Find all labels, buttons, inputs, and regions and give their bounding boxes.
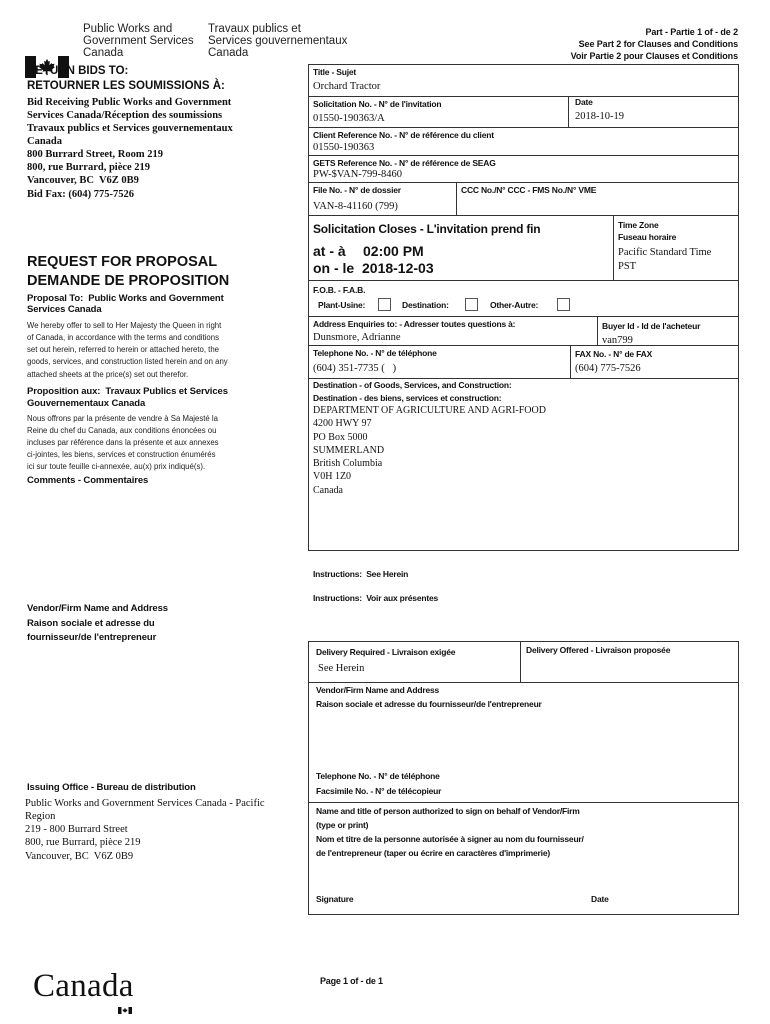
instructions-en: Instructions: See Herein [313,568,409,579]
return-address-line: Vancouver, BC V6Z 0B9 [27,174,139,186]
issuing-office-address-line: Public Works and Government Services Canada - Pacific [25,797,265,809]
delivery-required-value: See Herein [318,662,365,674]
telephone-label: Telephone No. - N° de téléphone [313,347,437,358]
vendor-name-label-en: Vendor/Firm Name and Address [316,684,440,695]
title-value: Orchard Tractor [313,80,381,92]
closing-date-value: 2018-12-03 [362,260,434,276]
client-ref-value: 01550-190363 [313,141,375,153]
solicitation-no-label: Solicitation No. - N° de l'invitation [313,98,442,109]
destination-line: British Columbia [313,458,383,469]
instructions-fr: Instructions: Voir aux présentes [313,592,439,603]
comments-label: Comments - Commentaires [27,475,149,486]
ccc-no-label: CCC No./N° CCC - FMS No./N° VME [461,184,597,195]
date-label: Date [575,96,593,107]
solicitation-closes-label: Solicitation Closes - L'invitation prend fin [313,222,541,236]
destination-line: Canada [313,485,343,496]
dept-name-en-line: Canada [83,46,124,59]
row-divider [308,316,739,317]
enquiries-label: Address Enquiries to: - Adresser toutes questions à: [313,318,516,329]
canada-wordmark: Canada [33,968,134,1004]
signature-label: Signature [316,893,354,904]
proposal-to-line: Proposal To: Public Works and Government [27,293,224,304]
return-bids-title-fr: RETOURNER LES SOUMISSIONS À: [27,80,225,92]
return-address-line: 800 Burrard Street, Room 219 [27,148,163,160]
offer-text-fr-line: Reine du chef du Canada, aux conditions énoncées ou [27,426,217,435]
cell-divider [570,345,571,378]
proposition-aux-line: Gouvernementaux Canada [27,398,146,409]
fax-value: (604) 775-7526 [575,362,641,374]
canada-wordmark-flag-icon [118,975,136,1024]
cell-divider [456,182,457,215]
fob-destination-label: Destination: [402,299,449,310]
dept-name-en-line: Government Services [83,34,194,47]
return-address-line: Bid Receiving Public Works and Government [27,96,232,108]
see-part-note-fr: Voir Partie 2 pour Clauses et Conditions [570,50,738,61]
row-divider [308,378,739,379]
row-divider [308,155,739,156]
fob-plant-label: Plant-Usine: [318,299,366,310]
part-indicator: Part - Partie 1 of - de 2 [645,26,738,37]
offer-text-en-line: We hereby offer to sell to Her Majesty the Queen in right [27,321,222,330]
gets-ref-value: PW-$VAN-799-8460 [313,168,403,180]
buyer-id-value: van799 [602,334,633,346]
vendor-telephone-label: Telephone No. - N° de téléphone [316,770,440,781]
page-number: Page 1 of - de 1 [320,975,383,986]
destination-label-en: Destination - of Goods, Services, and Construction: [313,379,512,390]
row-divider [308,682,739,683]
date-value: 2018-10-19 [575,110,624,122]
cell-divider [520,641,521,682]
closing-time-value: 02:00 PM [363,243,424,259]
cell-divider [597,316,598,345]
row-divider [308,802,739,803]
issuing-office-address-line: 219 - 800 Burrard Street [25,823,128,835]
title-label: Title - Sujet [313,66,357,77]
file-no-label: File No. - N° de dossier [313,184,401,195]
document-title-fr: DEMANDE DE PROPOSITION [27,272,230,289]
vendor-facsimile-label: Facsimile No. - N° de télécopieur [316,785,442,796]
telephone-value: (604) 351-7735 ( ) [313,362,397,374]
vendor-left-label: Vendor/Firm Name and Address [27,603,168,614]
dept-name-fr-line: Travaux publics et [208,22,301,35]
destination-line: V0H 1Z0 [313,471,352,482]
fob-plant-checkbox[interactable] [378,298,391,311]
offer-text-fr-line: ci-jointes, les biens, services et construction énumérés [27,450,216,459]
fob-label: F.O.B. - F.A.B. [313,284,366,295]
destination-line: DEPARTMENT OF AGRICULTURE AND AGRI-FOOD [313,405,546,416]
solicitation-no-value: 01550-190363/A [313,112,385,124]
offer-text-en-line: goods, services, and construction listed herein and on any [27,357,228,366]
gets-ref-label: GETS Reference No. - N° de référence de SEAG [313,157,496,168]
offer-text-en-line: attached sheets at the price(s) set out therefor. [27,370,189,379]
vendor-name-label-fr: Raison sociale et adresse du fournisseur/de l'entrepreneur [316,698,542,709]
fob-other-label: Other-Autre: [490,299,539,310]
return-address-line: Travaux publics et Services gouvernementaux [27,122,233,134]
fax-label: FAX No. - N° de FAX [575,348,653,359]
closing-at-label: at - à [313,243,346,259]
issuing-office-address-line: 800, rue Burrard, pièce 219 [25,836,141,848]
signer-label-line: de l'entrepreneur (taper ou écrire en caractères d'imprimerie) [316,847,550,858]
signer-label-line: Nom et titre de la personne autorisée à signer au nom du fournisseur/ [316,833,584,844]
destination-line: SUMMERLAND [313,445,385,456]
cell-divider [568,96,569,127]
dept-name-fr-line: Services gouvernementaux [208,34,348,47]
fob-destination-checkbox[interactable] [465,298,478,311]
offer-text-fr-line: Nous offrons par la présente de vendre à Sa Majesté la [27,414,218,423]
row-divider [308,182,739,183]
offer-text-en-line: set out herein, referred to herein or attached hereto, the [27,345,220,354]
dept-name-en-line: Public Works and [83,22,173,35]
bid-fax-line: Bid Fax: (604) 775-7526 [27,188,135,200]
document-title-en: REQUEST FOR PROPOSAL [27,253,218,270]
buyer-id-label: Buyer Id - Id de l'acheteur [602,320,701,331]
delivery-required-label: Delivery Required - Livraison exigée [316,646,456,657]
row-divider [308,215,739,216]
return-address-line: Canada [27,135,63,147]
proposition-aux-line: Proposition aux: Travaux Publics et Services [27,386,228,397]
see-part-note-en: See Part 2 for Clauses and Conditions [578,38,738,49]
row-divider [308,127,739,128]
signer-label-line: (type or print) [316,819,369,830]
delivery-offered-label: Delivery Offered - Livraison proposée [526,644,671,655]
signer-label-line: Name and title of person authorized to sign on behalf of Vendor/Firm [316,805,580,816]
proposal-to-line: Services Canada [27,304,102,315]
issuing-office-address-line: Vancouver, BC V6Z 0B9 [25,850,134,862]
time-zone-abbr: PST [618,260,637,272]
cell-divider [613,215,614,280]
enquiries-value: Dunsmore, Adrianne [313,331,401,343]
destination-line: PO Box 5000 [313,432,368,443]
issuing-office-address-line: Region [25,810,56,822]
time-zone-value: Pacific Standard Time [618,246,712,258]
client-ref-label: Client Reference No. - N° de référence du client [313,129,494,140]
time-zone-label-en: Time Zone [618,219,659,230]
fob-other-checkbox[interactable] [557,298,570,311]
return-address-line: Services Canada/Réception des soumissions [27,109,223,121]
file-no-value: VAN-8-41160 (799) [313,200,398,212]
issuing-office-label: Issuing Office - Bureau de distribution [27,782,196,793]
closing-on-label: on - le [313,260,355,276]
dept-name-fr-line: Canada [208,46,249,59]
row-divider [308,280,739,281]
destination-label-fr: Destination - des biens, services et construction: [313,392,502,403]
row-divider [308,96,739,97]
signature-date-label: Date [591,893,609,904]
offer-text-fr-line: ici sur toute feuille ci-annexée, au(x) prix indiqué(s). [27,462,206,471]
vendor-left-label: fournisseur/de l'entrepreneur [27,632,157,643]
return-bids-title-en: RETURN BIDS TO: [27,65,129,77]
return-address-line: 800, rue Burrard, pièce 219 [27,161,151,173]
offer-text-fr-line: incluses par référence dans la présente et aux annexes [27,438,219,447]
vendor-left-label: Raison sociale et adresse du [27,618,155,629]
destination-line: 4200 HWY 97 [313,418,372,429]
row-divider [308,345,739,346]
time-zone-label-fr: Fuseau horaire [618,231,677,242]
offer-text-en-line: of Canada, in accordance with the terms and conditions [27,333,220,342]
